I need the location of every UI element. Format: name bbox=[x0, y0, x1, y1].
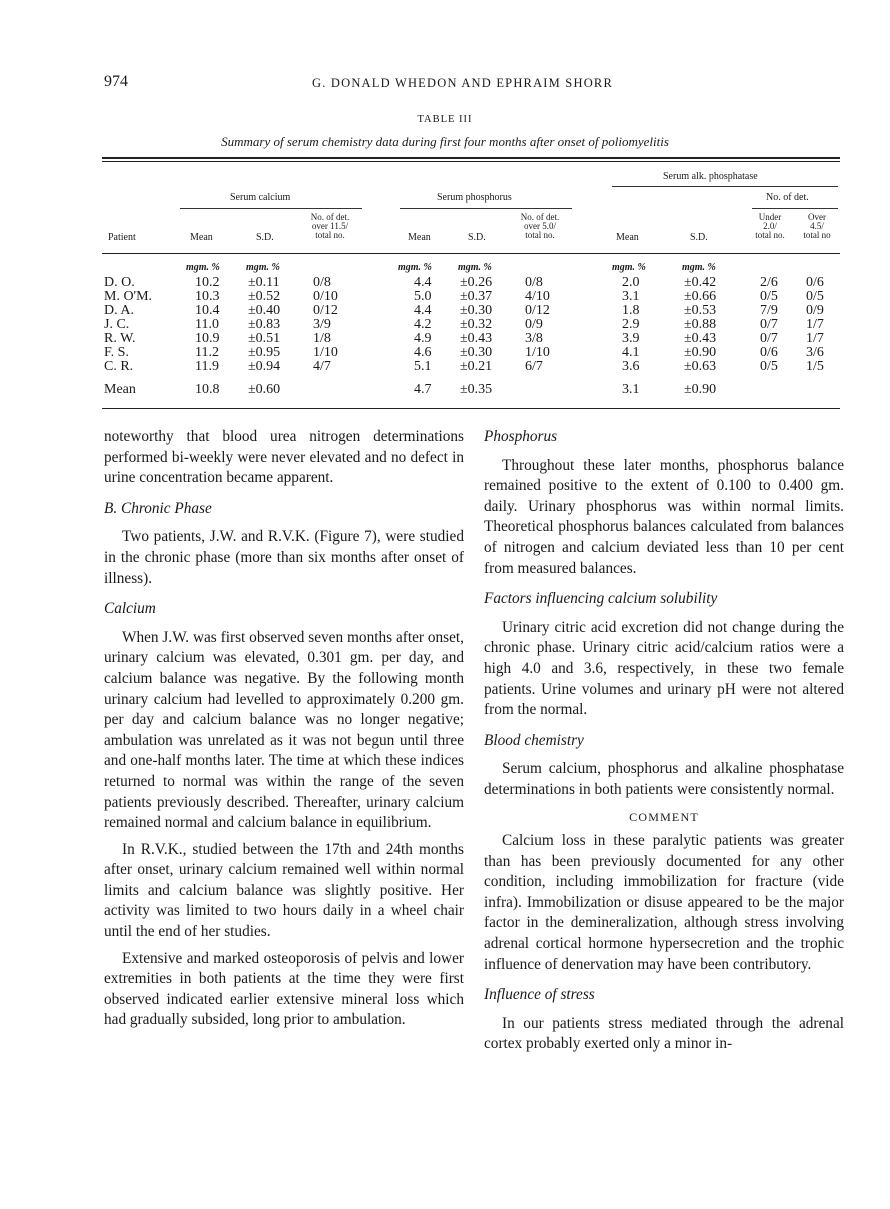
cell-p-sd: ±0.26 bbox=[460, 275, 493, 290]
rule-no-det bbox=[752, 208, 838, 209]
cell-ca-sd: ±0.40 bbox=[248, 303, 281, 318]
col-ap-sd: S.D. bbox=[690, 232, 708, 243]
col-ap-over-line1: Over bbox=[808, 212, 826, 222]
cell-p-det: 0/12 bbox=[525, 303, 550, 318]
cell-ca-mean: 10.3 bbox=[195, 289, 220, 304]
col-ap-under bbox=[748, 213, 792, 240]
col-ap-over bbox=[794, 213, 840, 240]
section-heading-comment: COMMENT bbox=[629, 809, 699, 824]
cell-ca-sd: ±0.11 bbox=[248, 275, 280, 290]
unit-ap-sd: mgm. % bbox=[682, 262, 716, 273]
unit-ap-mean: mgm. % bbox=[612, 262, 646, 273]
cell-p-mean: 4.4 bbox=[414, 275, 432, 290]
rule-calcium bbox=[180, 208, 362, 209]
cell-ap-sd: ±0.66 bbox=[684, 289, 717, 304]
cell-ap-mean: 4.1 bbox=[622, 345, 640, 360]
right-column bbox=[484, 427, 844, 1061]
section-heading: Blood chemistry bbox=[484, 731, 584, 749]
table-top-rule-thin bbox=[102, 161, 840, 162]
paragraph: Urinary citric acid excretion did not change during the chronic phase. Urinary citric acid/calcium ratios were a high 4.0 and 3.6, respectively, in these two female patients. Urine volumes and urinary pH were not altered from the normal. bbox=[484, 618, 844, 719]
section-heading: Influence of stress bbox=[484, 986, 595, 1004]
paragraph: In R.V.K., studied between the 17th and 24th months after onset, urinary calcium remained well within normal limits and calcium balance was slightly positive. Her activity was limited to two hours daily in a wheel chair until the end of her studies. bbox=[104, 840, 464, 941]
table-caption: Summary of serum chemistry data during first four months after onset of poliomyelitis bbox=[221, 134, 669, 149]
cell-patient: D. A. bbox=[104, 303, 134, 318]
mean-p-sd: ±0.35 bbox=[460, 382, 493, 397]
col-ca-det-line3: total no. bbox=[315, 230, 345, 240]
cell-ca-sd: ±0.51 bbox=[248, 331, 281, 346]
cell-p-det: 3/8 bbox=[525, 331, 543, 346]
table-header-rule bbox=[102, 253, 840, 254]
cell-p-mean: 4.6 bbox=[414, 345, 432, 360]
cell-ap-mean: 3.6 bbox=[622, 359, 640, 374]
col-p-det-line3: total no. bbox=[525, 230, 555, 240]
cell-ap-mean: 3.1 bbox=[622, 289, 640, 304]
cell-ap-under: 0/5 bbox=[760, 359, 778, 374]
cell-patient: J. C. bbox=[104, 317, 130, 332]
cell-ap-sd: ±0.90 bbox=[684, 345, 717, 360]
paragraph: When J.W. was first observed seven months after onset, urinary calcium was elevated, 0.301 gm. per day, and calcium balance was negative. By the following month urinary calcium had levelled to approximately 0.200 gm. per day and calcium balance was no longer negative; ambulation was unrelated as it was not begun until three and one-half months later. The time at which these indices returned to normal was within the range of the seven patients previously described. Thereafter, urinary calcium remained normal and calcium balance in equilibrium. bbox=[104, 628, 464, 832]
cell-ca-sd: ±0.83 bbox=[248, 317, 281, 332]
col-ap-under-line3: total no. bbox=[755, 230, 785, 240]
cell-p-mean: 4.9 bbox=[414, 331, 432, 346]
cell-patient: M. O'M. bbox=[104, 289, 153, 304]
cell-p-det: 1/10 bbox=[525, 345, 550, 360]
cell-ap-under: 0/7 bbox=[760, 317, 778, 332]
col-patient: Patient bbox=[108, 232, 136, 243]
cell-ap-mean: 1.8 bbox=[622, 303, 640, 318]
paragraph: Throughout these later months, phosphorus balance remained positive to the extent of 0.100 to 0.400 gm. daily. Urinary phosphorus was within normal limits. Theoretical phosphorus balances calculated from balances of nitrogen and calcium deviated less than 10 per cent from measured balances. bbox=[484, 456, 844, 577]
cell-p-det: 4/10 bbox=[525, 289, 550, 304]
cell-p-sd: ±0.32 bbox=[460, 317, 493, 332]
cell-ca-sd: ±0.94 bbox=[248, 359, 281, 374]
paragraph: Two patients, J.W. and R.V.K. (Figure 7), were studied in the chronic phase (more than six months after onset of illness). bbox=[104, 528, 464, 587]
cell-ap-under: 0/5 bbox=[760, 289, 778, 304]
cell-ca-sd: ±0.95 bbox=[248, 345, 281, 360]
page-number: 974 bbox=[104, 73, 128, 90]
cell-ap-sd: ±0.63 bbox=[684, 359, 717, 374]
col-p-sd: S.D. bbox=[468, 232, 486, 243]
paragraph: Calcium loss in these paralytic patients was greater than has been previously documented for any other condition, including immobilization for fracture (vide infra). Immobilization or disuse appeared to be the major factor in the demineralization, although stress involving adrenal cortical hormone hypersecretion and the trophic influence of denervation may have been contributory. bbox=[484, 832, 844, 973]
cell-p-sd: ±0.43 bbox=[460, 331, 493, 346]
cell-ca-det: 0/10 bbox=[313, 289, 338, 304]
section-heading: B. Chronic Phase bbox=[104, 499, 212, 517]
section-heading: Calcium bbox=[104, 600, 156, 618]
cell-p-det: 0/9 bbox=[525, 317, 543, 332]
cell-ca-mean: 10.4 bbox=[195, 303, 220, 318]
group-serum-phosphatase: Serum alk. phosphatase bbox=[663, 171, 758, 182]
paragraph: noteworthy that blood urea nitrogen determinations performed bi-weekly were never elevated and no defect in urine concentration became apparent. bbox=[104, 428, 464, 487]
col-ca-det-line1: No. of det. bbox=[310, 212, 350, 222]
paragraph: Serum calcium, phosphorus and alkaline phosphatase determinations in both patients were consistently normal. bbox=[484, 760, 844, 798]
cell-ap-over: 1/5 bbox=[806, 359, 824, 374]
cell-p-det: 6/7 bbox=[525, 359, 543, 374]
col-ap-over-line3: total no bbox=[803, 230, 831, 240]
cell-ap-over: 1/7 bbox=[806, 317, 824, 332]
cell-p-mean: 5.1 bbox=[414, 359, 432, 374]
running-head: G. DONALD WHEDON AND EPHRAIM SHORR bbox=[312, 76, 613, 90]
col-p-det-line2: over 5.0/ bbox=[524, 221, 556, 231]
mean-ap-mean: 3.1 bbox=[622, 382, 640, 397]
cell-ca-mean: 10.2 bbox=[195, 275, 220, 290]
cell-ap-under: 0/6 bbox=[760, 345, 778, 360]
col-ap-under-line2: 2.0/ bbox=[763, 221, 777, 231]
col-p-mean: Mean bbox=[408, 232, 431, 243]
cell-p-sd: ±0.30 bbox=[460, 345, 493, 360]
cell-ap-mean: 3.9 bbox=[622, 331, 640, 346]
cell-ca-mean: 11.9 bbox=[195, 359, 219, 374]
table-top-rule bbox=[102, 157, 840, 159]
group-serum-calcium: Serum calcium bbox=[230, 192, 291, 203]
cell-ap-mean: 2.0 bbox=[622, 275, 640, 290]
mean-ca-sd: ±0.60 bbox=[248, 382, 281, 397]
cell-p-sd: ±0.30 bbox=[460, 303, 493, 318]
col-ca-det bbox=[298, 213, 362, 240]
cell-ap-sd: ±0.88 bbox=[684, 317, 717, 332]
col-ca-det-line2: over 11.5/ bbox=[311, 221, 349, 231]
cell-ca-mean: 11.2 bbox=[195, 345, 219, 360]
unit-ca-mean: mgm. % bbox=[186, 262, 220, 273]
cell-p-mean: 4.4 bbox=[414, 303, 432, 318]
cell-ca-det: 0/12 bbox=[313, 303, 338, 318]
col-ap-mean: Mean bbox=[616, 232, 639, 243]
unit-p-mean: mgm. % bbox=[398, 262, 432, 273]
cell-ca-det: 4/7 bbox=[313, 359, 331, 374]
cell-patient: D. O. bbox=[104, 275, 135, 290]
section-heading: Factors influencing calcium solubility bbox=[484, 590, 718, 608]
cell-ap-under: 0/7 bbox=[760, 331, 778, 346]
cell-ca-sd: ±0.52 bbox=[248, 289, 281, 304]
rule-phosphatase bbox=[612, 186, 838, 187]
cell-ap-sd: ±0.42 bbox=[684, 275, 717, 290]
col-p-det-line1: No. of det. bbox=[520, 212, 560, 222]
cell-ap-over: 0/5 bbox=[806, 289, 824, 304]
mean-p-mean: 4.7 bbox=[414, 382, 432, 397]
cell-ap-over: 0/9 bbox=[806, 303, 824, 318]
section-heading: Phosphorus bbox=[484, 428, 558, 445]
cell-p-mean: 5.0 bbox=[414, 289, 432, 304]
group-serum-phosphorus: Serum phosphorus bbox=[437, 192, 512, 203]
cell-ca-mean: 11.0 bbox=[195, 317, 219, 332]
cell-p-det: 0/8 bbox=[525, 275, 543, 290]
cell-ap-over: 0/6 bbox=[806, 275, 824, 290]
cell-ca-det: 1/10 bbox=[313, 345, 338, 360]
mean-ap-sd: ±0.90 bbox=[684, 382, 717, 397]
cell-p-sd: ±0.21 bbox=[460, 359, 493, 374]
cell-ca-det: 3/9 bbox=[313, 317, 331, 332]
col-ca-mean: Mean bbox=[190, 232, 213, 243]
cell-ap-over: 1/7 bbox=[806, 331, 824, 346]
mean-ca-mean: 10.8 bbox=[195, 382, 220, 397]
paragraph: In our patients stress mediated through the adrenal cortex probably exerted only a minor in- bbox=[484, 1014, 844, 1053]
unit-ca-sd: mgm. % bbox=[246, 262, 280, 273]
cell-p-mean: 4.2 bbox=[414, 317, 432, 332]
cell-ap-sd: ±0.53 bbox=[684, 303, 717, 318]
cell-patient: C. R. bbox=[104, 359, 134, 374]
left-column bbox=[104, 427, 464, 1037]
col-ca-sd: S.D. bbox=[256, 232, 274, 243]
col-ap-over-line2: 4.5/ bbox=[810, 221, 824, 231]
cell-patient: F. S. bbox=[104, 345, 129, 360]
table-bottom-rule bbox=[102, 408, 840, 409]
mean-label: Mean bbox=[104, 382, 136, 397]
col-p-det bbox=[508, 213, 572, 240]
cell-ap-sd: ±0.43 bbox=[684, 331, 717, 346]
cell-ap-under: 7/9 bbox=[760, 303, 778, 318]
group-no-det: No. of det. bbox=[766, 192, 809, 203]
cell-ca-det: 1/8 bbox=[313, 331, 331, 346]
cell-p-sd: ±0.37 bbox=[460, 289, 493, 304]
cell-ap-under: 2/6 bbox=[760, 275, 778, 290]
unit-p-sd: mgm. % bbox=[458, 262, 492, 273]
cell-ap-over: 3/6 bbox=[806, 345, 824, 360]
table-number: TABLE III bbox=[417, 114, 473, 125]
col-ap-under-line1: Under bbox=[758, 212, 782, 222]
cell-ap-mean: 2.9 bbox=[622, 317, 640, 332]
cell-ca-det: 0/8 bbox=[313, 275, 331, 290]
rule-phosphorus bbox=[400, 208, 572, 209]
cell-patient: R. W. bbox=[104, 331, 136, 346]
cell-ca-mean: 10.9 bbox=[195, 331, 220, 346]
paragraph: Extensive and marked osteoporosis of pelvis and lower extremities in both patients at the time they were first observed indicated earlier extensive mineral loss which had gradually subsided, long prior to ambulation. bbox=[104, 949, 464, 1029]
